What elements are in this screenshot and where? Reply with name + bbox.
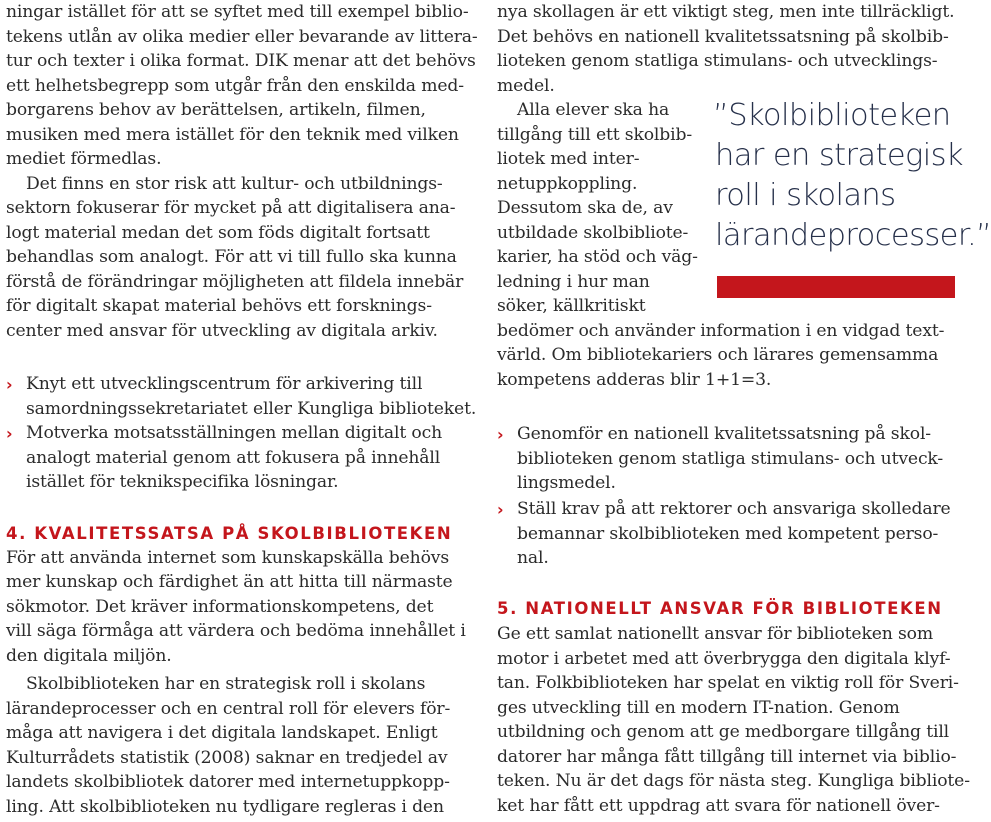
body-line: mer kunskap och färdighet än att hitta till närmaste — [6, 572, 453, 592]
bullet-line: istället för teknikspecifika lösningar. — [26, 472, 339, 492]
body-line: För att använda internet som kunskapskälla behövs — [6, 547, 449, 568]
pull-quote-accent-bar — [717, 276, 955, 298]
body-line: borgarens behov av berättelsen, artikeln, filmen, — [6, 100, 426, 120]
body-line: söker, källkritiskt — [497, 296, 646, 316]
body-line: måga att navigera i det digitala landskapet. Enligt — [6, 723, 438, 743]
body-line: lioteken genom statliga stimulans- och utvecklings- — [497, 51, 938, 71]
body-line: medel. — [497, 75, 555, 96]
body-line: den digitala miljön. — [6, 645, 172, 666]
body-line: utbildning och genom att ge medborgare tillgång till — [497, 722, 950, 742]
body-line: logt material medan det som föds digitalt fortsatt — [6, 222, 430, 243]
bullet-chevron-icon: › — [6, 424, 13, 443]
body-line: Det behövs en nationell kvalitetssatsning på skolbib- — [497, 26, 949, 47]
body-line: Skolbiblioteken har en strategisk roll i skolans — [26, 674, 426, 694]
pull-quote-line: har en strategisk — [715, 138, 963, 173]
body-line: ket har fått ett uppdrag att svara för nationell över- — [497, 795, 940, 816]
bullet-line: bemannar skolbiblioteken med kompetent perso- — [517, 523, 939, 544]
body-line: värld. Om bibliotekariers och lärares gemensamma — [497, 345, 939, 365]
body-line: utbildade skolbibliote- — [497, 222, 689, 243]
body-line: för digitalt skapat material behövs ett forsknings- — [6, 296, 432, 316]
body-line: ningar istället för att se syftet med till exempel biblio- — [6, 2, 469, 22]
body-line: datorer har många fått tillgång till internet via biblio- — [497, 746, 957, 767]
body-line: ling. Att skolbiblioteken nu tydligare regleras i den — [6, 796, 444, 817]
bullet-chevron-icon: › — [497, 425, 504, 444]
body-line: sektorn fokuserar för mycket på att digitalisera ana- — [6, 198, 456, 218]
body-line: lärandeprocesser och en central roll för elevers för- — [6, 698, 451, 719]
body-line: tillgång till ett skolbib- — [497, 124, 692, 145]
body-line: behandlas som analogt. För att vi till fullo ska kunna — [6, 247, 457, 267]
body-line: Alla elever ska ha — [517, 100, 670, 120]
body-line: teken. Nu är det dags för nästa steg. Kungliga bibliote- — [497, 771, 970, 791]
body-line: mediet förmedlas. — [6, 149, 162, 169]
pull-quote-line: roll i skolans — [715, 178, 896, 213]
bullet-line: analogt material genom att fokusera på innehåll — [26, 447, 441, 468]
body-line: Ge ett samlat nationellt ansvar för biblioteken som — [497, 624, 933, 644]
body-line: netuppkoppling. — [497, 173, 638, 194]
bullet-line: lingsmedel. — [517, 473, 616, 493]
bullet-chevron-icon: › — [497, 500, 504, 519]
body-line: sökmotor. Det kräver informationskompetens, det — [6, 596, 434, 617]
body-line: ett helhetsbegrepp som utgår från den enskilda med- — [6, 75, 464, 96]
body-line: liotek med inter- — [497, 149, 640, 169]
body-line: ges utveckling till en modern IT-nation. Genom — [497, 697, 900, 718]
body-line: center med ansvar för utveckling av digitala arkiv. — [6, 320, 438, 341]
section-heading: 4. KVALITETSSATSA PÅ SKOLBIBLIOTEKEN — [6, 524, 453, 543]
bullet-line: Motverka motsatsställningen mellan digitalt och — [26, 423, 442, 443]
body-line: tur och texter i olika format. DIK menar att det behövs — [6, 51, 476, 71]
body-line: vill säga förmåga att värdera och bedöma innehållet i — [6, 621, 466, 641]
body-line: ledning i hur man — [497, 271, 650, 292]
body-line: Dessutom ska de, av — [497, 198, 673, 218]
bullet-chevron-icon: › — [6, 375, 13, 394]
body-line: tan. Folkbiblioteken har spelat en viktig roll för Sveri- — [497, 673, 959, 693]
body-line: kompetens adderas blir 1+1=3. — [497, 369, 772, 390]
pull-quote-line: ”Skolbiblioteken — [713, 98, 951, 133]
body-line: motor i arbetet med att överbrygga den digitala klyf- — [497, 648, 951, 669]
body-line: nya skollagen är ett viktigt steg, men inte tillräckligt. — [497, 2, 955, 22]
section-heading: 5. NATIONELLT ANSVAR FÖR BIBLIOTEKEN — [497, 599, 943, 618]
bullet-line: samordningssekretariatet eller Kungliga biblioteket. — [26, 398, 477, 419]
body-line: karier, ha stöd och väg- — [497, 247, 698, 267]
bullet-line: nal. — [517, 548, 549, 568]
bullet-line: biblioteken genom statliga stimulans- och utveck- — [517, 448, 944, 469]
body-line: Det finns en stor risk att kultur- och utbildnings- — [26, 173, 443, 194]
body-line: landets skolbibliotek datorer med internetuppkopp- — [6, 772, 450, 792]
body-line: musiken med mera istället för den teknik med vilken — [6, 124, 459, 145]
body-line: Kulturrådets statistik (2008) saknar en tredjedel av — [6, 747, 448, 768]
body-line: tekens utlån av olika medier eller bevarande av littera- — [6, 26, 478, 47]
bullet-line: Knyt ett utvecklingscentrum för arkivering till — [26, 374, 423, 394]
body-line: bedömer och använder information i en vidgad text- — [497, 320, 945, 341]
bullet-line: Genomför en nationell kvalitetssatsning på skol- — [517, 424, 931, 444]
pull-quote-line: lärandeprocesser.” — [715, 218, 991, 253]
bullet-line: Ställ krav på att rektorer och ansvariga skolledare — [517, 499, 951, 519]
body-line: förstå de förändringar möjligheten att fildela innebär — [6, 271, 464, 292]
